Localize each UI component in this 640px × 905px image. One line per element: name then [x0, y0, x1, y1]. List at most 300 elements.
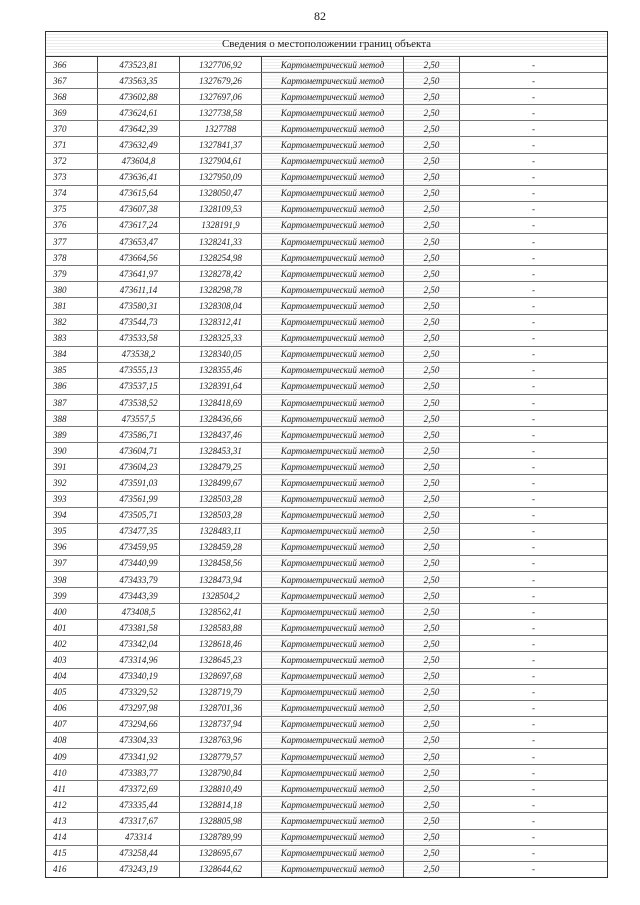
point-number-cell: 385 [46, 362, 98, 378]
accuracy-cell: 2,50 [404, 797, 460, 813]
table-row [46, 539, 607, 555]
y-coordinate-cell: 1327697,06 [180, 89, 262, 105]
x-coordinate-cell: 473653,47 [98, 234, 180, 250]
accuracy-cell: 2,50 [404, 732, 460, 748]
point-number-cell: 402 [46, 636, 98, 652]
note-cell: - [460, 539, 608, 555]
accuracy-cell: 2,50 [404, 105, 460, 121]
point-number-cell: 413 [46, 813, 98, 829]
y-coordinate-cell: 1328814,18 [180, 797, 262, 813]
y-coordinate-cell: 1328562,41 [180, 604, 262, 620]
y-coordinate-cell: 1328254,98 [180, 250, 262, 266]
method-cell: Картометрический метод [262, 234, 404, 250]
accuracy-cell: 2,50 [404, 362, 460, 378]
x-coordinate-cell: 473314 [98, 829, 180, 845]
x-coordinate-cell: 473317,67 [98, 813, 180, 829]
y-coordinate-cell: 1328618,46 [180, 636, 262, 652]
accuracy-cell: 2,50 [404, 298, 460, 314]
accuracy-cell: 2,50 [404, 217, 460, 233]
note-cell: - [532, 864, 535, 875]
table-row [46, 475, 607, 491]
x-coordinate-cell: 473340,19 [98, 668, 180, 684]
method-cell: Картометрический метод [262, 411, 404, 427]
table-row [46, 716, 607, 732]
y-coordinate-cell: 1328499,67 [180, 475, 262, 491]
point-number-cell: 380 [46, 282, 98, 298]
point-number-cell: 412 [46, 797, 98, 813]
y-coordinate-cell: 1328719,79 [180, 684, 262, 700]
accuracy-cell: 2,50 [404, 636, 460, 652]
note-cell: - [460, 346, 608, 362]
x-coordinate-cell: 473604,71 [98, 443, 180, 459]
accuracy-cell: 2,50 [404, 427, 460, 443]
accuracy-cell: 2,50 [404, 282, 460, 298]
x-coordinate-cell: 473294,66 [98, 716, 180, 732]
y-coordinate-cell: 1328473,94 [180, 572, 262, 588]
note-cell: - [460, 57, 608, 73]
point-number-cell: 403 [46, 652, 98, 668]
point-number-cell: 388 [46, 411, 98, 427]
point-number-cell: 395 [46, 523, 98, 539]
table-row [46, 572, 607, 588]
table-row [46, 169, 607, 185]
point-number-cell: 389 [46, 427, 98, 443]
table-row [46, 555, 607, 571]
point-number-cell: 379 [46, 266, 98, 282]
note-cell: - [460, 749, 608, 765]
note-cell: - [460, 443, 608, 459]
table-row [46, 298, 607, 314]
note-cell: - [460, 185, 608, 201]
accuracy-cell: 2,50 [404, 845, 460, 861]
method-cell: Картометрический метод [262, 153, 404, 169]
y-coordinate-cell: 1328483,11 [180, 523, 262, 539]
accuracy-cell: 2,50 [404, 781, 460, 797]
table-row [46, 668, 607, 684]
y-coordinate-cell: 1328308,04 [180, 298, 262, 314]
point-number-cell: 391 [46, 459, 98, 475]
method-cell: Картометрический метод [262, 765, 404, 781]
y-coordinate-cell: 1328391,64 [180, 378, 262, 394]
note-cell: - [460, 298, 608, 314]
point-number-cell: 396 [46, 539, 98, 555]
table-row [46, 121, 607, 137]
table-row [46, 427, 607, 443]
x-coordinate-cell: 473563,35 [98, 73, 180, 89]
note-cell: - [460, 636, 608, 652]
point-number-cell: 386 [46, 378, 98, 394]
accuracy-cell: 2,50 [404, 57, 460, 73]
note-cell: - [460, 362, 608, 378]
point-number-cell: 374 [46, 185, 98, 201]
y-coordinate-cell: 1328278,42 [180, 266, 262, 282]
accuracy-cell: 2,50 [404, 652, 460, 668]
method-cell: Картометрический метод [262, 684, 404, 700]
point-number-cell: 407 [46, 716, 98, 732]
y-coordinate-cell: 1328805,98 [180, 813, 262, 829]
point-number-cell: 416 [46, 861, 98, 877]
table-row [46, 266, 607, 282]
accuracy-cell: 2,50 [404, 89, 460, 105]
method-cell: Картометрический метод [262, 732, 404, 748]
table-row [46, 250, 607, 266]
y-coordinate-cell: 1328790,84 [180, 765, 262, 781]
point-number-cell: 398 [46, 572, 98, 588]
note-cell: - [460, 314, 608, 330]
table-row [46, 73, 607, 89]
x-coordinate-cell: 473243,19 [98, 861, 180, 877]
method-cell: Картометрический метод [262, 861, 404, 877]
note-cell: - [460, 330, 608, 346]
accuracy-cell: 2,50 [404, 668, 460, 684]
table-title: Сведения о местоположении границ объекта [46, 32, 607, 57]
note-cell: - [460, 411, 608, 427]
method-cell: Картометрический метод [262, 700, 404, 716]
method-cell: Картометрический метод [262, 217, 404, 233]
point-number-cell: 369 [46, 105, 98, 121]
method-cell: Картометрический метод [262, 362, 404, 378]
note-cell: - [460, 732, 608, 748]
x-coordinate-cell: 473440,99 [98, 555, 180, 571]
accuracy-cell: 2,50 [404, 491, 460, 507]
point-number-cell: 390 [46, 443, 98, 459]
table-row [46, 378, 607, 394]
note-cell: - [460, 588, 608, 604]
x-coordinate-cell: 473297,98 [98, 700, 180, 716]
point-number-cell: 373 [46, 169, 98, 185]
point-number-cell: 384 [46, 346, 98, 362]
point-number-cell: 372 [46, 153, 98, 169]
y-coordinate-cell: 1328109,53 [180, 201, 262, 217]
note-cell: - [460, 137, 608, 153]
method-cell: Картометрический метод [262, 507, 404, 523]
method-cell: Картометрический метод [262, 427, 404, 443]
accuracy-cell: 2,50 [404, 555, 460, 571]
note-cell: - [460, 153, 608, 169]
x-coordinate-cell: 473304,33 [98, 732, 180, 748]
y-coordinate-cell: 1328459,28 [180, 539, 262, 555]
note-cell: - [460, 169, 608, 185]
note-cell: - [460, 234, 608, 250]
x-coordinate-cell: 473342,04 [98, 636, 180, 652]
note-cell: - [460, 491, 608, 507]
table-row [46, 314, 607, 330]
point-number-cell: 393 [46, 491, 98, 507]
table-row [46, 749, 607, 765]
point-number-cell: 375 [46, 201, 98, 217]
y-coordinate-cell: 1328050,47 [180, 185, 262, 201]
point-number-cell: 383 [46, 330, 98, 346]
method-cell: Картометрический метод [262, 716, 404, 732]
y-coordinate-cell: 1328241,33 [180, 234, 262, 250]
accuracy-cell: 2,50 [404, 411, 460, 427]
y-coordinate-cell: 1327706,92 [180, 57, 262, 73]
accuracy-cell: 2,50 [404, 250, 460, 266]
method-cell: Картометрический метод [262, 491, 404, 507]
table-row [46, 459, 607, 475]
method-cell: Картометрический метод [262, 105, 404, 121]
table-row [46, 588, 607, 604]
method-cell: Картометрический метод [262, 588, 404, 604]
note-cell: - [460, 266, 608, 282]
accuracy-cell: 2,50 [404, 588, 460, 604]
accuracy-cell: 2,50 [404, 266, 460, 282]
method-cell: Картометрический метод [262, 555, 404, 571]
y-coordinate-cell: 1328779,57 [180, 749, 262, 765]
method-cell: Картометрический метод [262, 73, 404, 89]
table-row [46, 346, 607, 362]
point-number-cell: 400 [46, 604, 98, 620]
point-number-cell: 367 [46, 73, 98, 89]
accuracy-cell: 2,50 [404, 620, 460, 636]
point-number-cell: 411 [46, 781, 98, 797]
accuracy-cell: 2,50 [404, 475, 460, 491]
x-coordinate-cell: 473604,23 [98, 459, 180, 475]
method-cell: Картометрический метод [262, 137, 404, 153]
method-cell: Картометрический метод [262, 298, 404, 314]
method-cell: Картометрический метод [262, 57, 404, 73]
table-body [46, 57, 607, 877]
note-cell: - [460, 475, 608, 491]
point-number-cell: 410 [46, 765, 98, 781]
x-coordinate-cell: 473258,44 [98, 845, 180, 861]
point-number-cell: 376 [46, 217, 98, 233]
y-coordinate-cell: 1327679,26 [180, 73, 262, 89]
accuracy-cell: 2,50 [404, 185, 460, 201]
y-coordinate-cell: 1328503,28 [180, 491, 262, 507]
note-cell: - [460, 572, 608, 588]
point-number-cell: 392 [46, 475, 98, 491]
method-cell: Картометрический метод [262, 89, 404, 105]
table-row [46, 411, 607, 427]
point-number-cell: 381 [46, 298, 98, 314]
note-cell: - [460, 427, 608, 443]
method-cell: Картометрический метод [262, 185, 404, 201]
table-row [46, 362, 607, 378]
note-cell: - [460, 523, 608, 539]
y-coordinate-cell: 1328737,94 [180, 716, 262, 732]
x-coordinate-cell: 473381,58 [98, 620, 180, 636]
point-number-cell: 368 [46, 89, 98, 105]
point-number-cell: 377 [46, 234, 98, 250]
note-cell: - [460, 459, 608, 475]
x-coordinate-cell: 473641,97 [98, 266, 180, 282]
y-coordinate-cell: 1328418,69 [180, 394, 262, 410]
accuracy-cell: 2,50 [404, 394, 460, 410]
x-coordinate-cell: 473664,56 [98, 250, 180, 266]
note-cell: - [460, 507, 608, 523]
point-number-cell: 387 [46, 394, 98, 410]
y-coordinate-cell: 1328298,78 [180, 282, 262, 298]
table-row [46, 604, 607, 620]
accuracy-cell: 2,50 [404, 539, 460, 555]
note-cell: - [460, 555, 608, 571]
x-coordinate-cell: 473433,79 [98, 572, 180, 588]
method-cell: Картометрический метод [262, 475, 404, 491]
y-coordinate-cell: 1328644,62 [180, 861, 262, 877]
x-coordinate-cell: 473642,39 [98, 121, 180, 137]
method-cell: Картометрический метод [262, 394, 404, 410]
accuracy-cell: 2,50 [404, 604, 460, 620]
table-row [46, 620, 607, 636]
x-coordinate-cell: 473561,99 [98, 491, 180, 507]
accuracy-cell: 2,50 [404, 861, 460, 877]
x-coordinate-cell: 473383,77 [98, 765, 180, 781]
accuracy-cell: 2,50 [404, 201, 460, 217]
x-coordinate-cell: 473617,24 [98, 217, 180, 233]
y-coordinate-cell: 1327738,58 [180, 105, 262, 121]
x-coordinate-cell: 473341,92 [98, 749, 180, 765]
point-number-cell: 401 [46, 620, 98, 636]
table-row [46, 797, 607, 813]
table-row [46, 652, 607, 668]
method-cell: Картометрический метод [262, 845, 404, 861]
point-number-cell: 366 [46, 57, 98, 73]
y-coordinate-cell: 1328325,33 [180, 330, 262, 346]
y-coordinate-cell: 1328355,46 [180, 362, 262, 378]
y-coordinate-cell: 1328437,46 [180, 427, 262, 443]
method-cell: Картометрический метод [262, 829, 404, 845]
table-row [46, 732, 607, 748]
note-cell: - [460, 378, 608, 394]
method-cell: Картометрический метод [262, 266, 404, 282]
accuracy-cell: 2,50 [404, 443, 460, 459]
point-number-cell: 394 [46, 507, 98, 523]
x-coordinate-cell: 473459,95 [98, 539, 180, 555]
point-number-cell: 370 [46, 121, 98, 137]
note-cell: - [460, 781, 608, 797]
y-coordinate-cell: 1328479,25 [180, 459, 262, 475]
table-row [46, 684, 607, 700]
x-coordinate-cell: 473533,58 [98, 330, 180, 346]
table-row [46, 861, 607, 877]
y-coordinate-cell: 1328789,99 [180, 829, 262, 845]
note-cell: - [460, 668, 608, 684]
note-cell: - [460, 201, 608, 217]
note-cell: - [460, 394, 608, 410]
y-coordinate-cell: 1328701,36 [180, 700, 262, 716]
table-row [46, 234, 607, 250]
x-coordinate-cell: 473538,52 [98, 394, 180, 410]
note-cell: - [460, 282, 608, 298]
boundary-table-sheet [45, 31, 608, 878]
accuracy-cell: 2,50 [404, 121, 460, 137]
note-cell: - [460, 105, 608, 121]
page-number: 82 [314, 9, 326, 23]
accuracy-cell: 2,50 [404, 346, 460, 362]
x-coordinate-cell: 473602,88 [98, 89, 180, 105]
table-row [46, 153, 607, 169]
table-row [46, 57, 607, 73]
table-row [46, 89, 607, 105]
x-coordinate-cell: 473555,13 [98, 362, 180, 378]
x-coordinate-cell: 473636,41 [98, 169, 180, 185]
x-coordinate-cell: 473408,5 [98, 604, 180, 620]
boundary-points-table [46, 57, 607, 877]
x-coordinate-cell: 473329,52 [98, 684, 180, 700]
table-row [46, 507, 607, 523]
x-coordinate-cell: 473523,81 [98, 57, 180, 73]
accuracy-cell: 2,50 [404, 749, 460, 765]
y-coordinate-cell: 1328340,05 [180, 346, 262, 362]
table-row [46, 137, 607, 153]
y-coordinate-cell: 1328504,2 [180, 588, 262, 604]
x-coordinate-cell: 473611,14 [98, 282, 180, 298]
point-number-cell: 414 [46, 829, 98, 845]
note-cell: - [460, 604, 608, 620]
method-cell: Картометрический метод [262, 121, 404, 137]
point-number-cell: 378 [46, 250, 98, 266]
point-number-cell: 406 [46, 700, 98, 716]
table-row [46, 813, 607, 829]
y-coordinate-cell: 1328312,41 [180, 314, 262, 330]
table-row [46, 443, 607, 459]
x-coordinate-cell: 473591,03 [98, 475, 180, 491]
method-cell: Картометрический метод [262, 459, 404, 475]
y-coordinate-cell: 1328645,23 [180, 652, 262, 668]
method-cell: Картометрический метод [262, 250, 404, 266]
method-cell: Картометрический метод [262, 539, 404, 555]
method-cell: Картометрический метод [262, 781, 404, 797]
x-coordinate-cell: 473586,71 [98, 427, 180, 443]
method-cell: Картометрический метод [262, 668, 404, 684]
method-cell: Картометрический метод [262, 749, 404, 765]
y-coordinate-cell: 1328453,31 [180, 443, 262, 459]
x-coordinate-cell: 473607,38 [98, 201, 180, 217]
table-row [46, 781, 607, 797]
method-cell: Картометрический метод [262, 523, 404, 539]
accuracy-cell: 2,50 [404, 153, 460, 169]
point-number-cell: 382 [46, 314, 98, 330]
y-coordinate-cell: 1327788 [180, 121, 262, 137]
table-row [46, 700, 607, 716]
y-coordinate-cell: 1327841,37 [180, 137, 262, 153]
method-cell: Картометрический метод [262, 282, 404, 298]
method-cell: Картометрический метод [262, 330, 404, 346]
method-cell: Картометрический метод [262, 636, 404, 652]
table-row [46, 201, 607, 217]
accuracy-cell: 2,50 [404, 700, 460, 716]
accuracy-cell: 2,50 [404, 829, 460, 845]
x-coordinate-cell: 473624,61 [98, 105, 180, 121]
accuracy-cell: 2,50 [404, 572, 460, 588]
note-cell: - [460, 813, 608, 829]
point-number-cell: 371 [46, 137, 98, 153]
x-coordinate-cell: 473544,73 [98, 314, 180, 330]
point-number-cell: 404 [46, 668, 98, 684]
note-cell: - [460, 700, 608, 716]
note-cell: - [460, 89, 608, 105]
point-number-cell: 408 [46, 732, 98, 748]
x-coordinate-cell: 473314,96 [98, 652, 180, 668]
method-cell: Картометрический метод [262, 797, 404, 813]
accuracy-cell: 2,50 [404, 137, 460, 153]
table-row [46, 282, 607, 298]
method-cell: Картометрический метод [262, 201, 404, 217]
y-coordinate-cell: 1328191,9 [180, 217, 262, 233]
table-row [46, 105, 607, 121]
table-row [46, 217, 607, 233]
y-coordinate-cell: 1328503,28 [180, 507, 262, 523]
y-coordinate-cell: 1328436,66 [180, 411, 262, 427]
y-coordinate-cell: 1327904,61 [180, 153, 262, 169]
x-coordinate-cell: 473505,71 [98, 507, 180, 523]
point-number-cell: 399 [46, 588, 98, 604]
table-row [46, 394, 607, 410]
x-coordinate-cell: 473632,49 [98, 137, 180, 153]
accuracy-cell: 2,50 [404, 813, 460, 829]
y-coordinate-cell: 1327950,09 [180, 169, 262, 185]
